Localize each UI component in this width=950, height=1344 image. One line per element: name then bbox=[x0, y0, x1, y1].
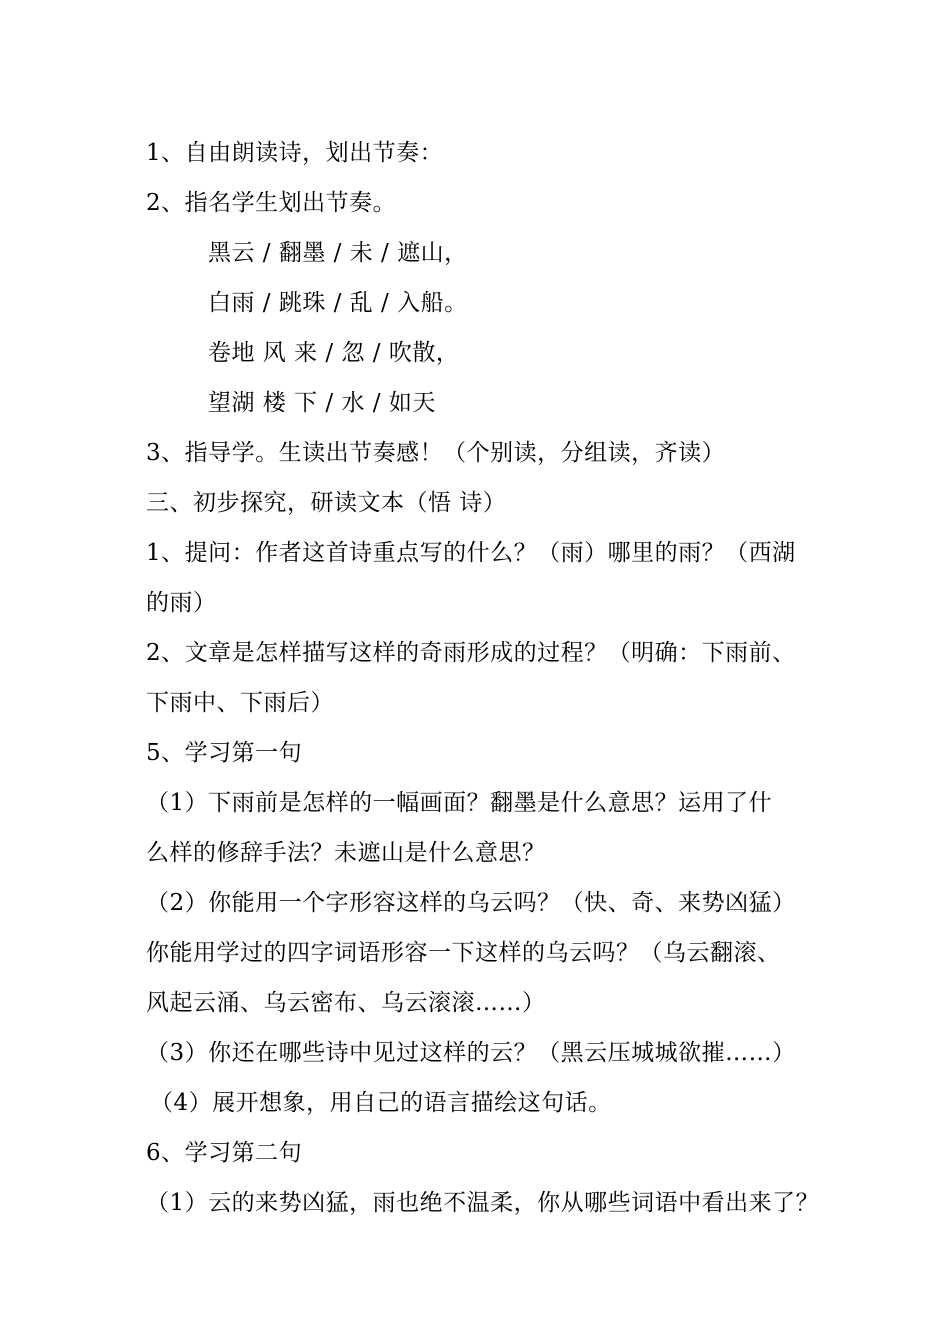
question-2-cont: 下雨中、下雨后） bbox=[146, 690, 334, 716]
question-1: 1、提问：作者这首诗重点写的什么？（雨）哪里的雨？（西湖 bbox=[146, 540, 796, 566]
poem-line-2: 白雨 / 跳珠 / 乱 / 入船。 bbox=[208, 290, 468, 316]
step-6-heading: 6、学习第二句 bbox=[146, 1140, 303, 1166]
step-1-free-reading: 1、自由朗读诗，划出节奏： bbox=[146, 140, 444, 166]
poem-line-1: 黑云 / 翻墨 / 未 / 遮山， bbox=[208, 240, 468, 266]
poem-line-4: 望湖 楼 下 / 水 / 如天 bbox=[208, 390, 436, 416]
sub-question-4: （4）展开想象，用自己的语言描绘这句话。 bbox=[150, 1090, 612, 1116]
poem-line-3: 卷地 风 来 / 忽 / 吹散， bbox=[208, 340, 460, 366]
step-6-sub-question-1: （1）云的来势凶猛，雨也绝不温柔，你从哪些词语中看出来了？ bbox=[146, 1190, 820, 1216]
question-2: 2、文章是怎样描写这样的奇雨形成的过程？（明确：下雨前、 bbox=[146, 640, 796, 666]
sub-question-1: （1）下雨前是怎样的一幅画面？翻墨是什么意思？运用了什 bbox=[146, 790, 773, 816]
step-3-guided-reading: 3、指导学。生读出节奏感！（个别读，分组读，齐读） bbox=[146, 440, 726, 466]
sub-question-1-cont: 么样的修辞手法？未遮山是什么意思？ bbox=[146, 840, 546, 866]
section-3-heading: 三、初步探究，研读文本（悟 诗） bbox=[146, 490, 507, 516]
question-1-cont: 的雨） bbox=[146, 590, 217, 616]
document-body bbox=[146, 128, 846, 1228]
sub-question-3: （3）你还在哪些诗中见过这样的云？（黑云压城城欲摧……） bbox=[146, 1040, 796, 1066]
sub-question-2-followup-cont: 风起云涌、乌云密布、乌云滚滚……） bbox=[146, 990, 546, 1016]
sub-question-2-followup: 你能用学过的四字词语形容一下这样的乌云吗？（乌云翻滚、 bbox=[146, 940, 781, 966]
step-2-mark-rhythm: 2、指名学生划出节奏。 bbox=[146, 190, 397, 216]
step-5-heading: 5、学习第一句 bbox=[146, 740, 303, 766]
sub-question-2: （2）你能用一个字形容这样的乌云吗？（快、奇、来势凶猛） bbox=[146, 890, 796, 916]
